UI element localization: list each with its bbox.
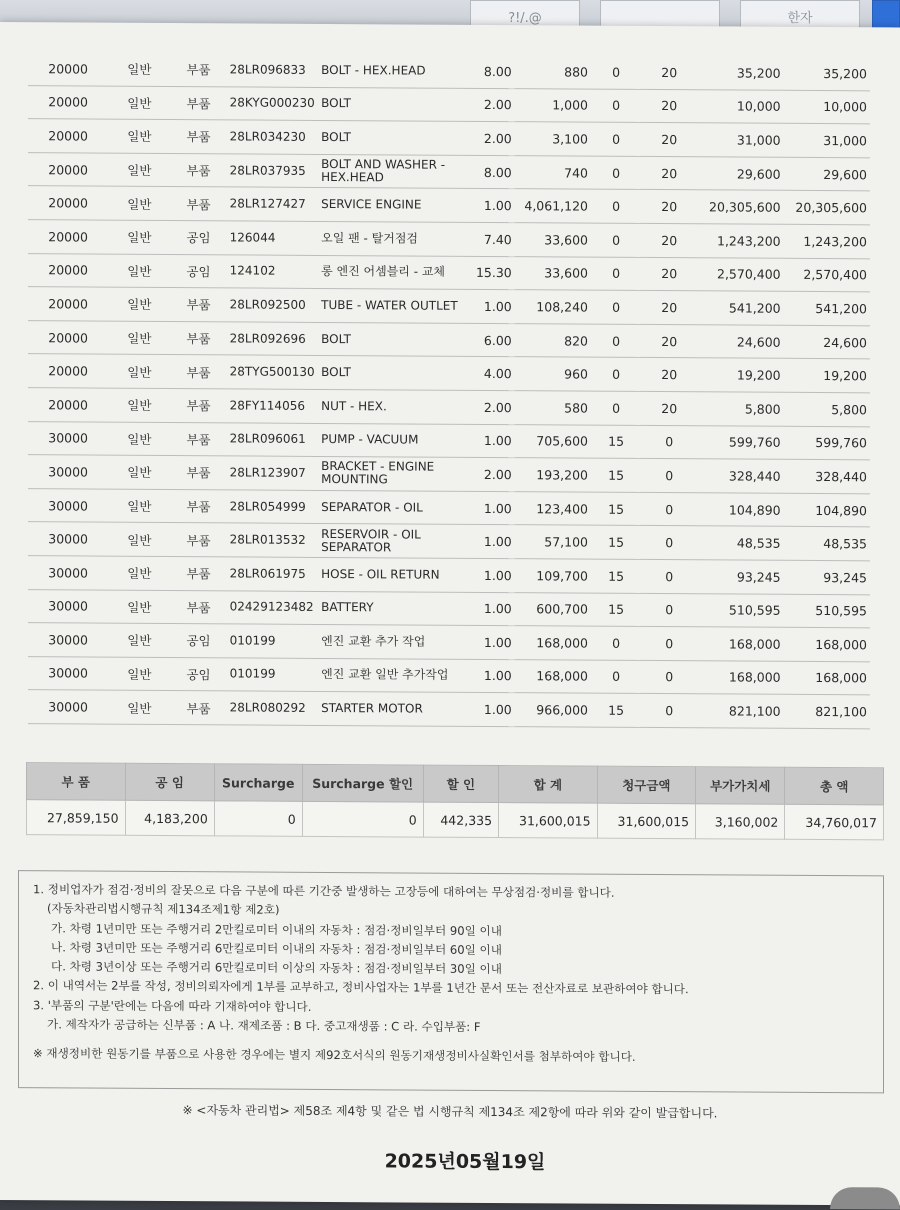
item-discount-rate: 0: [591, 122, 641, 156]
notes-box: [18, 870, 884, 1093]
item-total: 2,570,400: [784, 258, 870, 292]
item-category: 20000: [28, 220, 108, 254]
item-quantity: 1.00: [465, 525, 515, 559]
item-description: BOLT AND WASHER - HEX.HEAD: [318, 154, 464, 188]
item-type: 일반: [108, 623, 170, 657]
item-discount-rate: 15: [591, 559, 641, 593]
item-category: 30000: [28, 656, 108, 690]
item-category: 30000: [28, 623, 108, 657]
summary-header-discount: 할 인: [423, 765, 498, 802]
item-type: 일반: [108, 287, 170, 321]
item-kind: 부품: [170, 53, 226, 86]
item-amount: 29,600: [697, 157, 783, 191]
item-quantity: 2.00: [465, 390, 515, 424]
item-rate: 20: [641, 123, 697, 157]
item-category: 30000: [28, 488, 108, 522]
item-quantity: 1.00: [465, 693, 515, 727]
item-category: 30000: [28, 589, 108, 623]
item-total: 104,890: [784, 493, 870, 527]
item-quantity: 1.00: [465, 189, 515, 223]
item-unit-price: 168,000: [515, 626, 591, 660]
keyboard-key-hanja: 한자: [740, 0, 860, 40]
item-kind: 부품: [170, 422, 226, 456]
item-discount-rate: 0: [591, 257, 641, 291]
item-amount: 10,000: [697, 89, 783, 123]
item-rate: 0: [641, 492, 697, 526]
item-kind: 부품: [170, 355, 226, 389]
item-rate: 0: [641, 627, 697, 661]
issue-date: 2025년05월19일: [384, 1150, 546, 1174]
item-total: 31,000: [784, 123, 870, 157]
item-total: 821,100: [784, 695, 870, 729]
item-unit-price: 4,061,120: [515, 189, 591, 223]
item-code: 010199: [227, 658, 318, 692]
item-unit-price: 57,100: [515, 525, 591, 559]
item-description: BOLT: [318, 356, 464, 390]
summary-header-total: 총 액: [785, 767, 884, 805]
item-rate: 20: [641, 391, 697, 425]
table-row: [28, 623, 870, 662]
item-unit-price: 33,600: [515, 223, 591, 257]
item-total: 10,000: [784, 90, 870, 124]
item-description: BOLT: [318, 121, 464, 155]
table-row: [28, 52, 870, 90]
item-kind: 공임: [170, 624, 226, 658]
item-type: 일반: [108, 657, 170, 691]
summary-header-surcharge: Surcharge: [214, 764, 302, 802]
table-row: [28, 320, 870, 359]
item-description: BOLT: [318, 322, 464, 356]
item-type: 일반: [108, 86, 170, 120]
item-code: 28LR061975: [227, 557, 318, 591]
item-description: STARTER MOTOR: [318, 692, 464, 726]
item-kind: 부품: [170, 556, 226, 590]
item-discount-rate: 0: [591, 324, 641, 358]
table-row: [28, 522, 870, 561]
item-amount: 541,200: [697, 291, 783, 325]
item-category: 20000: [28, 52, 108, 86]
item-total: 168,000: [784, 661, 870, 695]
table-row: [28, 421, 870, 460]
item-kind: 부품: [170, 388, 226, 422]
table-row: [28, 589, 870, 628]
item-amount: 93,245: [697, 560, 783, 594]
item-unit-price: 3,100: [515, 122, 591, 156]
item-total: 168,000: [784, 627, 870, 661]
table-row: [28, 455, 870, 494]
item-unit-price: 1,000: [515, 88, 591, 122]
item-quantity: 2.00: [465, 122, 515, 156]
item-unit-price: 705,600: [515, 424, 591, 458]
item-quantity: 1.00: [465, 592, 515, 626]
item-description: PUMP - VACUUM: [318, 423, 464, 457]
item-code: 28TYG500130: [227, 355, 318, 389]
item-total: 24,600: [784, 325, 870, 359]
item-category: 20000: [28, 152, 108, 186]
item-rate: 20: [641, 190, 697, 224]
item-kind: 부품: [170, 153, 226, 187]
item-discount-rate: 0: [591, 223, 641, 257]
item-rate: 0: [641, 526, 697, 560]
item-code: 02429123482: [227, 590, 318, 624]
item-discount-rate: 15: [591, 693, 641, 727]
item-quantity: 6.00: [465, 323, 515, 357]
item-category: 20000: [28, 287, 108, 321]
item-type: 일반: [108, 321, 170, 355]
item-quantity: 2.00: [465, 88, 515, 122]
item-amount: 328,440: [697, 459, 783, 493]
item-amount: 510,595: [697, 593, 783, 627]
item-description: 오일 팬 - 탈거점검: [318, 221, 464, 255]
item-category: 20000: [28, 320, 108, 354]
item-unit-price: 580: [515, 391, 591, 425]
item-rate: 0: [641, 459, 697, 493]
item-discount-rate: 0: [591, 660, 641, 694]
item-unit-price: 123,400: [515, 491, 591, 525]
table-row: [28, 656, 870, 695]
item-total: 599,760: [784, 426, 870, 460]
item-rate: 0: [641, 425, 697, 459]
item-category: 20000: [28, 253, 108, 287]
note-line: (자동차관리법시행규칙 제134조제1항 제2호): [47, 901, 280, 918]
item-amount: 48,535: [697, 526, 783, 560]
item-rate: 20: [641, 89, 697, 123]
item-discount-rate: 0: [591, 290, 641, 324]
table-row: [28, 119, 870, 158]
note-star-line: ※ 재생정비한 원동기를 부품으로 사용한 경우에는 별지 제92호서식의 원동기재생정비사실확인서를 첨부하여야 합니다.: [33, 1046, 636, 1065]
note-line: 1. 정비업자가 점검·정비의 잘못으로 다음 구분에 따른 기간중 발생하는 고장등에 대하여는 무상점검·정비를 합니다.: [33, 882, 615, 900]
item-category: 20000: [28, 85, 108, 119]
summary-value-labor: 4,183,200: [125, 800, 214, 836]
item-amount: 168,000: [697, 627, 783, 661]
item-kind: 부품: [170, 456, 226, 490]
item-discount-rate: 0: [591, 189, 641, 223]
item-category: 20000: [28, 388, 108, 422]
item-amount: 104,890: [697, 492, 783, 526]
item-description: BOLT: [318, 87, 464, 121]
item-rate: 0: [641, 660, 697, 694]
item-unit-price: 960: [515, 357, 591, 391]
item-rate: 0: [641, 559, 697, 593]
summary-value-surcharge-discount: 0: [302, 801, 423, 837]
item-description: TUBE - WATER OUTLET: [318, 289, 464, 323]
item-unit-price: 168,000: [515, 659, 591, 693]
item-amount: 24,600: [697, 325, 783, 359]
item-kind: 부품: [170, 489, 226, 523]
table-row: [28, 186, 870, 225]
item-total: 5,800: [784, 392, 870, 426]
item-amount: 5,800: [697, 392, 783, 426]
note-line: 2. 이 내역서는 2부를 작성, 정비의뢰자에게 1부를 교부하고, 정비사업자는 1부를 1년간 문서 또는 전산자료로 보관하여야 합니다.: [33, 978, 689, 997]
item-rate: 20: [641, 56, 697, 89]
item-code: 124102: [227, 254, 318, 288]
item-unit-price: 193,200: [515, 458, 591, 492]
item-code: 28LR092500: [227, 288, 318, 322]
item-code: 28LR123907: [227, 456, 318, 490]
item-discount-rate: 0: [591, 626, 641, 660]
summary-table: [26, 762, 884, 840]
item-description: 엔진 교환 추가 작업: [318, 625, 464, 659]
summary-value-vat: 3,160,002: [696, 804, 785, 840]
summary-value-surcharge: 0: [214, 801, 302, 837]
item-type: 일반: [108, 556, 170, 590]
item-amount: 599,760: [697, 425, 783, 459]
item-total: 328,440: [784, 459, 870, 493]
item-discount-rate: 0: [591, 391, 641, 425]
item-total: 48,535: [784, 527, 870, 561]
item-total: 1,243,200: [784, 224, 870, 258]
item-rate: 20: [641, 156, 697, 190]
item-description: 롱 엔진 어셈블리 - 교체: [318, 255, 464, 289]
item-quantity: 7.40: [465, 222, 515, 256]
item-description: RESERVOIR - OIL SEPARATOR: [318, 524, 464, 558]
table-row: [28, 488, 870, 527]
item-kind: 부품: [170, 691, 226, 725]
item-quantity: 8.00: [465, 155, 515, 189]
item-type: 일반: [108, 388, 170, 422]
item-code: 126044: [227, 221, 318, 255]
table-row: [28, 354, 870, 393]
item-category: 30000: [28, 556, 108, 590]
item-rate: 20: [641, 223, 697, 257]
item-discount-rate: 0: [591, 156, 641, 190]
item-category: 30000: [28, 522, 108, 556]
item-category: 30000: [28, 690, 108, 724]
item-code: 28LR034230: [227, 120, 318, 154]
item-code: 28LR096833: [227, 53, 318, 87]
item-total: 510,595: [784, 594, 870, 628]
item-total: 20,305,600: [784, 191, 870, 225]
item-category: 30000: [28, 421, 108, 455]
item-discount-rate: 15: [591, 593, 641, 627]
item-discount-rate: 15: [591, 492, 641, 526]
item-amount: 19,200: [697, 358, 783, 392]
item-type: 일반: [108, 455, 170, 489]
item-amount: 2,570,400: [697, 257, 783, 291]
item-quantity: 1.00: [465, 491, 515, 525]
item-description: BATTERY: [318, 591, 464, 625]
summary-value-billed: 31,600,015: [597, 803, 696, 839]
item-total: 29,600: [784, 157, 870, 191]
summary-header-vat: 부가가치세: [696, 767, 785, 805]
document-page: [0, 22, 900, 1205]
item-type: 일반: [108, 522, 170, 556]
item-discount-rate: 15: [591, 525, 641, 559]
note-line: 다. 차령 3년이상 또는 주행거리 6만킬로미터 이상의 자동차 : 점검·정비일부터 30일 이내: [51, 959, 502, 977]
item-amount: 31,000: [697, 123, 783, 157]
item-total: 541,200: [784, 291, 870, 325]
item-total: 19,200: [784, 359, 870, 393]
item-category: 30000: [28, 455, 108, 489]
summary-value-parts: 27,859,150: [27, 800, 126, 836]
item-type: 일반: [108, 220, 170, 254]
item-type: 일반: [108, 355, 170, 389]
item-unit-price: 740: [515, 155, 591, 189]
summary-value-total: 34,760,017: [785, 804, 884, 840]
note-line: 가. 차령 1년미만 또는 주행거리 2만킬로미터 이내의 자동차 : 점검·정비일부터 90일 이내: [51, 920, 502, 938]
issuance-note: ※ <자동차 관리법> 제58조 제4항 및 같은 법 시행규칙 제134조 제2항에 따라 위와 같이 발급합니다.: [182, 1103, 718, 1121]
summary-value-subtotal: 31,600,015: [499, 803, 598, 839]
item-quantity: 1.00: [465, 424, 515, 458]
item-quantity: 2.00: [465, 457, 515, 491]
item-quantity: 1.00: [465, 659, 515, 693]
item-code: 28LR127427: [227, 187, 318, 221]
item-kind: 부품: [170, 288, 226, 322]
item-code: 28LR080292: [227, 691, 318, 725]
item-kind: 부품: [170, 187, 226, 221]
item-rate: 20: [641, 257, 697, 291]
table-row: [28, 690, 870, 729]
item-code: 28LR096061: [227, 422, 318, 456]
note-line: 3. '부품의 구분'란에는 다음에 따라 기재하여야 합니다.: [33, 997, 312, 1014]
item-description: HOSE - OIL RETURN: [318, 557, 464, 591]
item-code: 28LR037935: [227, 154, 318, 188]
item-discount-rate: 0: [591, 89, 641, 123]
item-amount: 35,200: [697, 56, 783, 90]
item-unit-price: 820: [515, 323, 591, 357]
item-type: 일반: [108, 489, 170, 523]
item-kind: 공임: [170, 221, 226, 255]
summary-header-labor: 공 임: [125, 763, 214, 801]
item-kind: 부품: [170, 523, 226, 557]
item-code: 28LR054999: [227, 490, 318, 524]
summary-header-surcharge-discount: Surcharge 할인: [302, 764, 423, 802]
item-category: 20000: [28, 119, 108, 153]
item-kind: 부품: [170, 590, 226, 624]
item-kind: 부품: [170, 120, 226, 154]
item-type: 일반: [108, 690, 170, 724]
item-total: 35,200: [784, 57, 870, 91]
table-row: [28, 85, 870, 124]
table-row: [28, 220, 870, 259]
item-unit-price: 108,240: [515, 290, 591, 324]
item-kind: 부품: [170, 321, 226, 355]
item-type: 일반: [108, 53, 170, 86]
item-code: 28FY114056: [227, 389, 318, 423]
item-quantity: 1.00: [465, 289, 515, 323]
item-category: 20000: [28, 186, 108, 220]
stamp-edge: [830, 1187, 900, 1209]
item-rate: 0: [641, 593, 697, 627]
item-description: NUT - HEX.: [318, 389, 464, 423]
item-type: 일반: [108, 422, 170, 456]
summary-header-subtotal: 합 계: [499, 766, 598, 804]
item-type: 일반: [108, 590, 170, 624]
item-type: 일반: [108, 153, 170, 187]
item-code: 28LR013532: [227, 523, 318, 557]
item-category: 20000: [28, 354, 108, 388]
keyboard-key: ?!/.@: [470, 0, 580, 40]
item-description: BOLT - HEX.HEAD: [318, 54, 464, 88]
item-code: 010199: [227, 624, 318, 658]
item-description: SEPARATOR - OIL: [318, 490, 464, 524]
table-row: [28, 388, 870, 427]
item-amount: 1,243,200: [697, 224, 783, 258]
item-kind: 부품: [170, 86, 226, 120]
note-line: 나. 차령 3년미만 또는 주행거리 6만킬로미터 이내의 자동차 : 점검·정비일부터 60일 이내: [51, 940, 502, 957]
item-quantity: 15.30: [465, 256, 515, 290]
table-row: [28, 152, 870, 191]
item-description: SERVICE ENGINE: [318, 188, 464, 222]
summary-value-discount: 442,335: [423, 802, 498, 837]
item-discount-rate: 0: [591, 357, 641, 391]
item-discount-rate: 15: [591, 425, 641, 459]
item-rate: 20: [641, 291, 697, 325]
item-rate: 20: [641, 324, 697, 358]
items-table: [28, 52, 870, 729]
item-total: 93,245: [784, 560, 870, 594]
table-row: [28, 287, 870, 326]
summary-header-billed: 청구금액: [597, 766, 696, 804]
summary-header-parts: 부 품: [27, 763, 126, 801]
item-discount-rate: 15: [591, 458, 641, 492]
item-kind: 공임: [170, 254, 226, 288]
item-description: 엔진 교환 일반 추가작업: [318, 658, 464, 692]
item-code: 28LR092696: [227, 322, 318, 356]
item-amount: 20,305,600: [697, 190, 783, 224]
item-code: 28KYG000230: [227, 86, 318, 120]
item-unit-price: 600,700: [515, 592, 591, 626]
item-discount-rate: 0: [591, 56, 641, 89]
item-amount: 168,000: [697, 660, 783, 694]
note-line: 가. 제작자가 공급하는 신부품 : A 나. 재제조품 : B 다. 중고재생품 : C 라. 수입부품: F: [47, 1017, 481, 1035]
item-type: 일반: [108, 119, 170, 153]
item-rate: 20: [641, 358, 697, 392]
item-type: 일반: [108, 254, 170, 288]
table-row: [28, 556, 870, 595]
item-quantity: 4.00: [465, 357, 515, 391]
item-description: BRACKET - ENGINE MOUNTING: [318, 457, 464, 491]
item-quantity: 1.00: [465, 558, 515, 592]
item-kind: 공임: [170, 657, 226, 691]
item-unit-price: 880: [515, 55, 591, 89]
item-quantity: 1.00: [465, 625, 515, 659]
item-type: 일반: [108, 187, 170, 221]
item-unit-price: 33,600: [515, 256, 591, 290]
item-unit-price: 109,700: [515, 559, 591, 593]
table-row: [28, 253, 870, 292]
item-quantity: 8.00: [465, 55, 515, 88]
item-rate: 0: [641, 694, 697, 728]
item-amount: 821,100: [697, 694, 783, 728]
item-unit-price: 966,000: [515, 693, 591, 727]
